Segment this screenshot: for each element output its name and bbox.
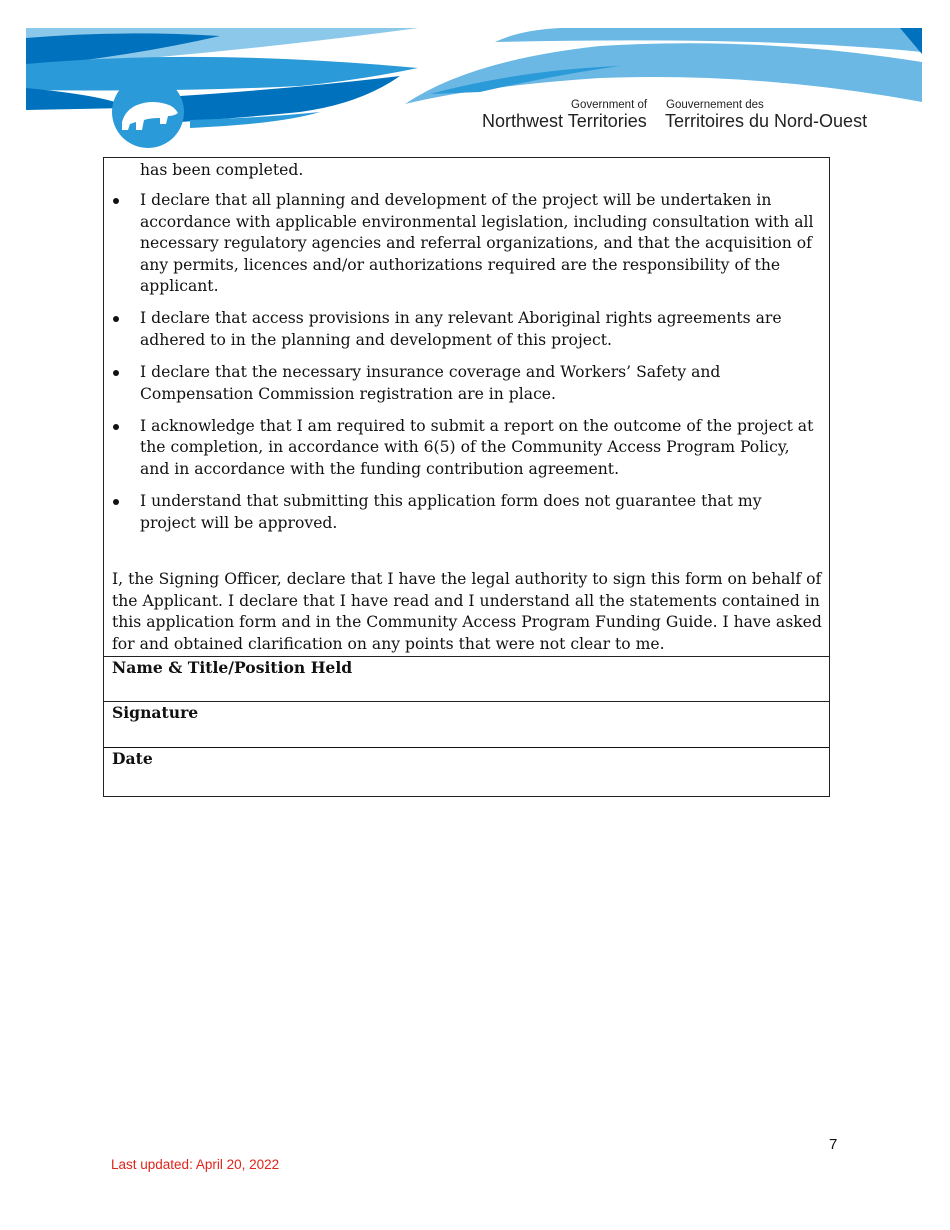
bullet-icon bbox=[113, 198, 119, 204]
declarations-section bbox=[104, 158, 829, 656]
gov-en-small-label: Government of bbox=[571, 99, 648, 111]
name-title-field[interactable] bbox=[104, 656, 829, 701]
date-field[interactable] bbox=[104, 747, 829, 797]
signature-label: Signature bbox=[112, 703, 199, 722]
declaration-text: I declare that access provisions in any relevant Aboriginal rights agreements are adhered to in the planning and development of this project. bbox=[140, 309, 782, 350]
declaration-item bbox=[104, 491, 829, 534]
continuation-text: has been completed. bbox=[140, 161, 304, 179]
page-number: 7 bbox=[829, 1136, 838, 1153]
gov-fr-small-label: Gouvernement des bbox=[666, 99, 764, 111]
declaration-item bbox=[104, 308, 829, 351]
polar-bear-icon bbox=[112, 76, 184, 148]
date-label: Date bbox=[112, 749, 153, 768]
signing-statement: I, the Signing Officer, declare that I have the legal authority to sign this form on behalf of the Applicant. I declare that I have read and I understand all the statements contained in this application form and in the Community Access Program Funding Guide. I have asked for and obtained clarification on any points that were not clear to me. bbox=[112, 570, 822, 653]
bullet-icon bbox=[113, 316, 119, 322]
declaration-form bbox=[103, 157, 830, 797]
declaration-text: I understand that submitting this application form does not guarantee that my project will be approved. bbox=[140, 492, 762, 532]
last-updated-note: Last updated: April 20, 2022 bbox=[111, 1157, 280, 1172]
declaration-text: I declare that all planning and development of the project will be undertaken in accordance with applicable environmental legislation, including consultation with all necessary regulatory agencies and referral organizations, and that the acquisition of any permits, licences and/or authorizations required are the responsibility of the applicant. bbox=[140, 191, 814, 296]
bullet-icon bbox=[113, 370, 119, 376]
signature-field[interactable] bbox=[104, 701, 829, 747]
declaration-item bbox=[104, 416, 829, 481]
bullet-icon bbox=[113, 424, 119, 430]
declaration-text: I declare that the necessary insurance coverage and Workers’ Safety and Compensation Commission registration are in place. bbox=[140, 363, 721, 403]
declaration-item bbox=[104, 190, 829, 298]
name-title-label: Name & Title/Position Held bbox=[112, 658, 353, 677]
declaration-list bbox=[104, 190, 829, 545]
declaration-item bbox=[104, 362, 829, 405]
gov-en-big-label: Northwest Territories bbox=[482, 111, 647, 131]
banner-main-swoosh-right bbox=[405, 43, 922, 104]
bullet-icon bbox=[113, 499, 119, 505]
declaration-text: I acknowledge that I am required to submit a report on the outcome of the project at the completion, in accordance with 6(5) of the Community Access Program Policy, and in accordance with the funding contribution agreement. bbox=[140, 416, 814, 479]
gov-fr-big-label: Territoires du Nord-Ouest bbox=[665, 111, 868, 131]
